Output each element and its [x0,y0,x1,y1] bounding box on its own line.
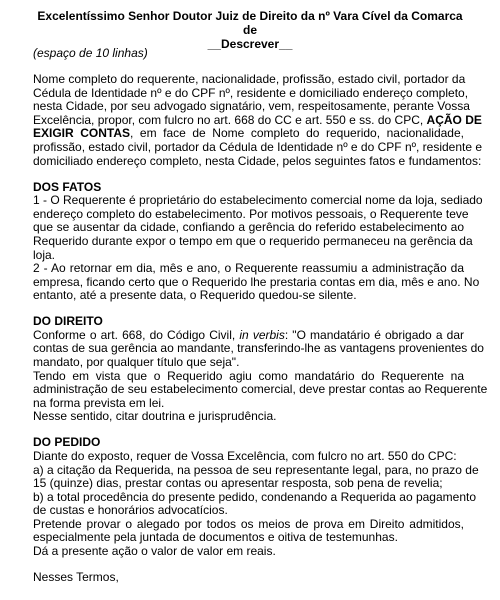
pedido-line-1: Diante do exposto, requer de Vossa Excelência, com fulcro no art. 550 do CPC: [33,448,457,463]
pedido-line-2: a) a citação da Requerida, na pessoa de seu representante legal, para, no prazo de [33,462,479,477]
fatos-line-1: 1 - O Requerente é proprietário do estabelecimento comercial nome da loja, sediado [33,193,483,208]
section-heading-fatos: DOS FATOS [33,179,102,194]
intro-line-2: Cédula de Identidade nº e do CPF nº, residente e domiciliado endereço completo, [33,85,469,100]
direito-line-7: Nesse sentido, citar doutrina e jurisprudência. [33,409,277,424]
intro-line-4: Excelência, propor, com fulcro no art. 668 do CC e art. 550 e ss. do CPC, AÇÃO DE [33,112,482,127]
fatos-line-8: entanto, até a presente data, o Requerido quedou-se silente. [33,288,357,303]
fatos-line-5: loja. [33,247,56,262]
direito-line-2: contas de sua gerência ao mandante, transferindo-lhe as vantagens provenientes do [33,341,484,356]
direito-line-4: Tendo em vista que o Requerido agiu como mandatário do Requerente na [33,368,464,383]
fatos-line-2: endereço completo do estabelecimento. Por motivos pessoais, o Requerente teve [33,206,469,221]
closing-line: Nesses Termos, [33,570,119,584]
fatos-line-6: 2 - Ao retornar em dia, mês e ano, o Requerente reassumiu a administração da [33,261,464,275]
pedido-line-8: Dá a presente ação o valor de valor em reais. [33,543,276,558]
fatos-line-3: que se ausentar da cidade, confiando a gerência do referido estabelecimento ao [33,220,464,235]
direito-line-1: Conforme o art. 668, do Código Civil, in verbis: "O mandatário é obrigado a dar [33,327,464,342]
fatos-line-7: empresa, ficando certo que o Requerido lhe prestaria contas em dia, mês e ano. No [33,274,480,289]
section-heading-pedido: DO PEDIDO [33,435,101,450]
section-heading-direito: DO DIREITO [33,314,103,329]
fatos-line-4: Requerido durante expor o tempo em que o requerido permaneceu na gerência da [33,233,473,248]
intro-line-6: profissão, estado civil, portador da Cédula de Identidade nº e do CPF nº, residente e [33,139,483,154]
intro-line-1: Nome completo do requerente, nacionalidade, profissão, estado civil, portador da [33,72,466,87]
intro-line-3: nesta Cidade, por seu advogado signatário, vem, respeitosamente, perante Vossa [33,99,470,114]
title-line-2: __Descrever__ [207,37,293,51]
spacer-note: (espaço de 10 linhas) [33,46,148,60]
pedido-line-5: de custas e honorários advocatícios. [33,503,228,518]
pedido-line-7: especialmente pela juntada de documentos e oitiva de testemunhas. [33,530,398,545]
direito-line-6: na forma prevista em lei. [33,395,165,410]
document-title [30,9,470,51]
pedido-line-3: 15 (quinze) dias, prestar contas ou apresentar resposta, sob pena de revelia; [33,476,443,490]
intro-line-7: domiciliado endereço completo, nesta Cidade, pelos seguintes fatos e fundamentos: [33,153,482,168]
pedido-line-6: Pretende provar o alegado por todos os meios de prova em Direito admitidos, [33,516,464,531]
pedido-line-4: b) a total procedência do presente pedido, condenando a Requerida ao pagamento [33,489,476,504]
title-line-1: Excelentíssimo Senhor Doutor Juiz de Direito da nº Vara Cível da Comarca de [37,9,463,37]
direito-line-5: administração de seu estabelecimento comercial, deve prestar contas ao Requerente [33,382,488,397]
direito-line-3: mandato, por qualquer título que seja". [33,355,240,369]
intro-line-5: EXIGIR CONTAS, em face de Nome completo do requerido, nacionalidade, [33,126,464,141]
